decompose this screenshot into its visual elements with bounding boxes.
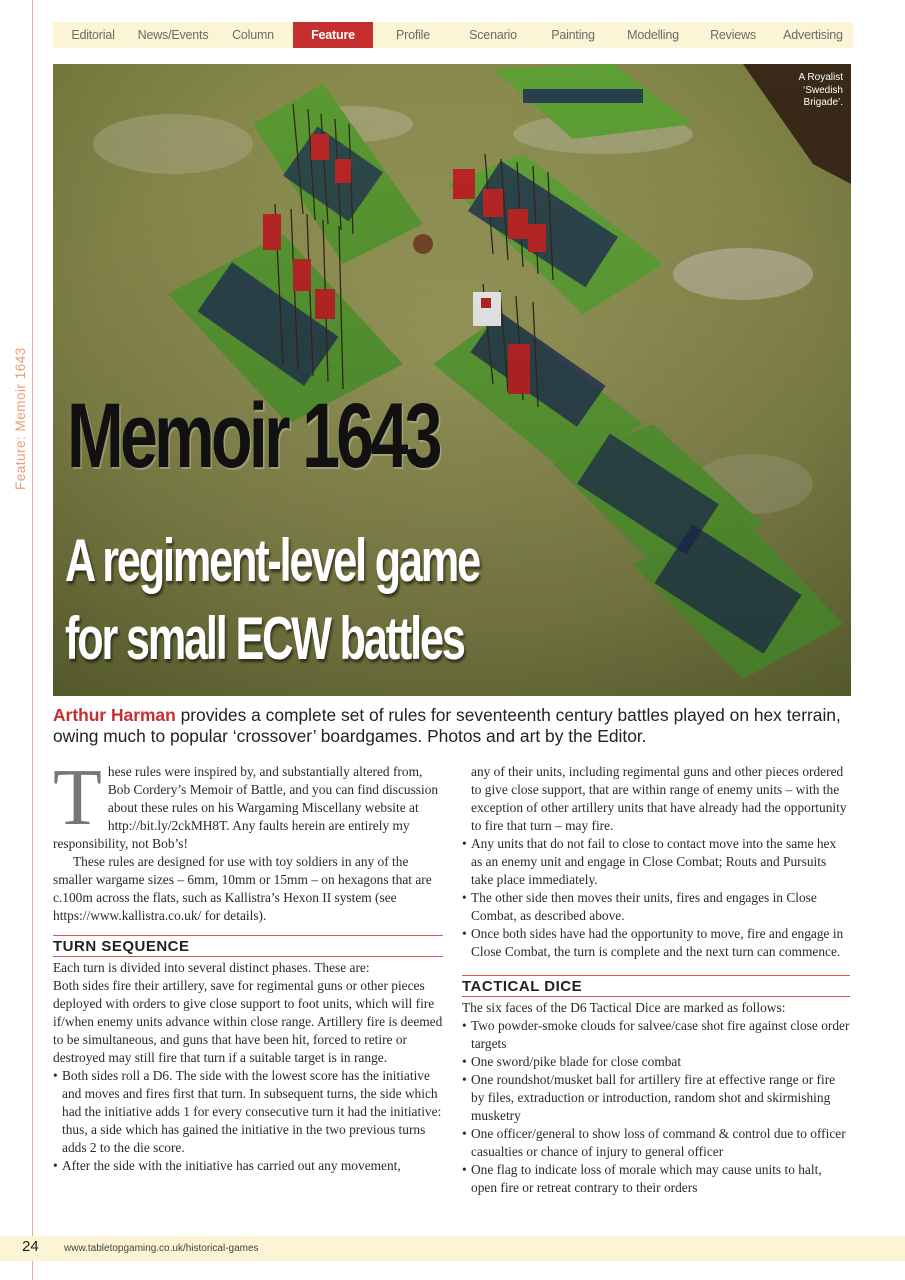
nav-tab-scenario[interactable]: Scenario	[469, 28, 517, 42]
tactical-dice-list	[462, 1017, 850, 1197]
list-item-continued: any of their units, including regimental guns and other pieces ordered to give close support, that are within range of enemy units – with the exception of other artillery units that have already had the opportunity to fire that turn – may fire.	[471, 764, 847, 833]
list-item: • One officer/general to show loss of command & control due to officer casualties or chance of injury to general officer	[462, 1125, 850, 1161]
author-name: Arthur Harman	[53, 705, 176, 725]
list-item: • Once both sides have had the opportunity to move, fire and engage in Close Combat, the turn is complete and the next turn can commence.	[462, 925, 850, 961]
body-column-2	[462, 763, 850, 1197]
turn-sequence-list	[53, 1067, 443, 1175]
body-paragraph: Both sides fire their artillery, save for regimental guns or other pieces deployed with orders to give close support to foot units, which will fire if/when enemy units advance within close range. Artillery fire is deemed to be simultaneous, and guns that have been hit, forced to retire or destroyed may still fire that turn if a suitable target is in range.	[53, 978, 443, 1065]
list-item: • After the side with the initiative has carried out any movement,	[53, 1157, 443, 1175]
drop-cap: T	[53, 754, 102, 842]
standfirst	[53, 705, 853, 747]
article-subtitle-line1: A regiment-level game	[65, 527, 480, 594]
list-item: • Any units that do not fail to close to contact move into the same hex as an enemy unit and engage in Close Combat; Routs and Pursuits take place immediately.	[462, 835, 850, 889]
nav-tab-editorial[interactable]: Editorial	[71, 28, 115, 42]
page-number: 24	[22, 1238, 39, 1255]
list-item: • Both sides roll a D6. The side with the lowest score has the initiative and moves and fires first that turn. In subsequent turns, the side which had the initiative adds 1 for every consecutive turn it had the initiative: thus, a side which has gained the initiative in the two previous turns adds 2 to the die score.	[53, 1067, 443, 1157]
list-item: • Two powder-smoke clouds for salvee/case shot fire against close order targets	[462, 1017, 850, 1053]
nav-tab-reviews[interactable]: Reviews	[710, 28, 756, 42]
list-item: • One roundshot/musket ball for artillery fire at effective range or fire by files, extraduction or introduction, random shot and skirmishing musketry	[462, 1071, 850, 1125]
nav-tab-news-events[interactable]: News/Events	[137, 28, 209, 42]
article-subtitle-line2: for small ECW battles	[65, 605, 464, 672]
hero-photo	[53, 64, 851, 696]
footer-url[interactable]: www.tabletopgaming.co.uk/historical-games	[64, 1243, 259, 1254]
nav-tab-feature[interactable]: Feature	[293, 22, 373, 48]
section-heading-tactical-dice: TACTICAL DICE	[462, 975, 850, 997]
list-item: • One sword/pike blade for close combat	[462, 1053, 850, 1071]
body-paragraph: These rules are designed for use with toy soldiers in any of the smaller wargame sizes – 6mm, 10mm or 15mm – on hexagons that are c.100m across the flats, such as Kallistra’s Hexon II system (see https://www.kallistra.co.uk/ for details).	[53, 854, 432, 923]
nav-tab-column[interactable]: Column	[232, 28, 274, 42]
body-paragraph: The six faces of the D6 Tactical Dice are marked as follows:	[462, 1000, 786, 1015]
section-heading-turn-sequence: TURN SEQUENCE	[53, 935, 443, 957]
body-paragraph: Each turn is divided into several distinct phases. These are:	[53, 960, 370, 975]
turn-sequence-list-continued	[462, 835, 850, 961]
wargame-table-illustration	[53, 64, 851, 696]
list-item: • The other side then moves their units, fires and engages in Close Combat, as described above.	[462, 889, 850, 925]
nav-tab-profile[interactable]: Profile	[395, 28, 431, 42]
standfirst-text: provides a complete set of rules for seventeenth century battles played on hex terrain, owing much to popular ‘crossover’ boardgames. Photos and art by the Editor.	[53, 705, 841, 746]
nav-tab-advertising[interactable]: Advertising	[783, 28, 843, 42]
nav-tab-modelling[interactable]: Modelling	[627, 28, 679, 42]
list-item: • One flag to indicate loss of morale which may cause units to halt, open fire or retreat contrary to their orders	[462, 1161, 850, 1197]
section-side-label: Feature: Memoir 1643	[13, 347, 28, 490]
intro-paragraph: These rules were inspired by, and substantially altered from, Bob Cordery’s Memoir of Battle, and you can find discussion about these rules on his Wargaming Miscellany website at http://bit.ly/2ckMH8T. Any faults herein are entirely my responsibility, not Bob’s!	[53, 754, 439, 851]
margin-rule	[32, 0, 33, 1280]
section-nav	[53, 22, 853, 48]
nav-tab-painting[interactable]: Painting	[551, 28, 595, 42]
photo-caption: A Royalist ‘Swedish Brigade’.	[798, 72, 843, 108]
body-column-1	[53, 754, 443, 1175]
article-title: Memoir 1643	[67, 385, 439, 487]
